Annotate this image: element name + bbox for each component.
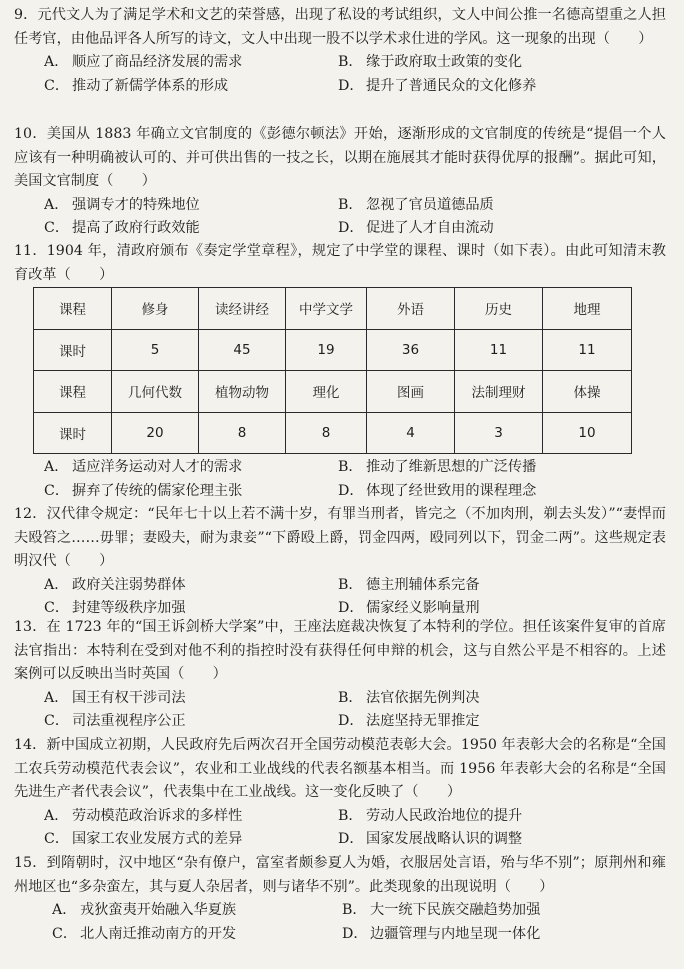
table-cell: 19: [286, 329, 367, 371]
table-cell: 20: [112, 412, 199, 454]
option-d[interactable]: D． 促进了人才自由流动: [338, 220, 494, 236]
option-b[interactable]: B． 德主刑辅体系完备: [338, 576, 480, 593]
table-cell: 图画: [367, 371, 455, 413]
question-stem: 12．汉代律令规定：“民年七十以上若不满十岁，有罪当刑者，皆完之（不加肉刑，剃去头发）”“妻悍而夫殴笞之……毋罪；妻殴夫，耐为隶妾”“下爵殴上爵，罚金四两，殴同列以下，罚金二两”。这些规定表明汉代（ ）: [14, 506, 666, 569]
option-b[interactable]: B． 大一统下民族交融趋势加强: [342, 902, 541, 918]
table-cell: 地理: [543, 288, 632, 330]
table-cell: 读经讲经: [199, 288, 286, 330]
question-stem: 9．元代文人为了满足学术和文艺的荣誉感，出现了私设的考试组织，文人中间公推一名德高望重之人担任考官，由他品评各人所写的诗文，文人中出现一股不以学术求仕进的学风。这一现象的出现（ ）: [14, 7, 666, 47]
option-c[interactable]: C． 提高了政府行政效能: [44, 220, 200, 236]
option-a[interactable]: A． 强调专才的特殊地位: [44, 196, 200, 213]
option-a[interactable]: A． 劳动模范政治诉求的多样性: [44, 807, 243, 824]
option-a[interactable]: A． 国王有权干涉司法: [44, 689, 186, 706]
question-stem: 11．1904 年，清政府颁布《奏定学堂章程》，规定了中学堂的课程、课时（如下表）。由此可知清末教育改革（ ）: [14, 243, 666, 283]
table-cell: 36: [367, 329, 455, 371]
option-b[interactable]: B． 法官依据先例判决: [338, 689, 480, 706]
option-b[interactable]: B． 劳动人民政治地位的提升: [338, 807, 523, 824]
table-cell: 植物动物: [199, 371, 286, 413]
option-d[interactable]: D． 国家发展战略认识的调整: [338, 831, 523, 847]
table-cell: 11: [543, 329, 632, 371]
question-stem: 14．新中国成立初期，人民政府先后两次召开全国劳动模范表彰大会。1950 年表彰大会的名称是“全国工农兵劳动模范代表会议”，农业和工业战线的代表名额基本相当。而 1956 年表彰大会的名称是“全国先进生产者代表会议”，代表集中在工业战线。这一变化反映了（ ）: [14, 737, 666, 800]
option-d[interactable]: D． 儒家经义影响量刑: [338, 600, 480, 616]
question-stem: 13．在 1723 年的“国王诉剑桥大学案”中，王座法庭裁决恢复了本特利的学位。担任该案件复审的首席法官指出：本特利在受到对他不利的指控时没有获得任何申辩的机会，这与自然公平是不相容的。上述案例可以反映出当时英国（ ）: [14, 619, 666, 682]
option-c[interactable]: C． 司法重视程序公正: [44, 713, 186, 729]
question-15: [14, 852, 666, 946]
option-d[interactable]: D． 边疆管理与内地呈现一体化: [342, 925, 541, 942]
table-cell: 中学文学: [286, 288, 367, 330]
question-stem: 10．美国从 1883 年确立文官制度的《彭德尔顿法》开始，逐渐形成的文官制度的传统是“提倡一个人应该有一种明确被认可的、并可供出售的一技之长，以期在施展其才能时获得优厚的报酬”。据此可知，美国文官制度（ ）: [14, 126, 666, 189]
question-11-options: [14, 456, 666, 503]
option-b[interactable]: B． 忽视了官员道德品质: [338, 196, 494, 213]
question-11: [14, 240, 666, 287]
table-cell: 课时: [34, 412, 112, 454]
table-cell: 8: [286, 412, 367, 454]
options: [52, 899, 666, 946]
table-cell: 体操: [543, 371, 632, 413]
table-cell: 5: [112, 329, 199, 371]
question-12: [14, 503, 666, 621]
option-a[interactable]: A． 政府关注弱势群体: [44, 576, 186, 593]
table-cell: 3: [455, 412, 543, 454]
table-cell: 课时: [34, 329, 112, 371]
option-d[interactable]: D． 法庭坚持无罪推定: [338, 713, 480, 729]
question-stem: 15．到隋朝时，汉中地区“杂有僚户，富室者颇参夏人为婚，衣服居处言语，殆与华不别”；原荆州和雍州地区也“多杂蛮左，其与夏人杂居者，则与诸华不别”。此类现象的出现说明（ ）: [14, 855, 666, 895]
option-a[interactable]: A． 戎狄蛮夷开始融入华夏族: [52, 902, 237, 918]
option-c[interactable]: C． 推动了新儒学体系的形成: [44, 77, 229, 94]
table-cell: 45: [199, 329, 286, 371]
option-c[interactable]: C． 国家工农业发展方式的差异: [44, 831, 243, 847]
options: [44, 51, 666, 98]
table-cell: 法制理财: [455, 371, 543, 413]
course-hours-table: [33, 287, 632, 454]
table-cell: 4: [367, 412, 455, 454]
option-b[interactable]: B． 缘于政府取士政策的变化: [338, 54, 523, 70]
option-c[interactable]: C． 封建等级秩序加强: [44, 600, 186, 616]
table-row: [34, 288, 632, 330]
table-cell: 10: [543, 412, 632, 454]
options: [44, 574, 666, 621]
option-c[interactable]: C． 摒弃了传统的儒家伦理主张: [44, 482, 243, 499]
table-row: [34, 412, 632, 454]
table-cell: 8: [199, 412, 286, 454]
table-cell: 历史: [455, 288, 543, 330]
question-9: [14, 4, 666, 98]
option-d[interactable]: D． 提升了普通民众的文化修养: [338, 77, 537, 94]
question-14: [14, 734, 666, 852]
question-10: [14, 123, 666, 241]
table-cell: 课程: [34, 371, 112, 413]
table-row: [34, 371, 632, 413]
table-cell: 课程: [34, 288, 112, 330]
options: [44, 194, 666, 241]
table-cell: 11: [455, 329, 543, 371]
table-cell: 修身: [112, 288, 199, 330]
option-b[interactable]: B． 推动了维新思想的广泛传播: [338, 459, 537, 475]
question-13: [14, 616, 666, 734]
options: [44, 456, 666, 503]
table-cell: 理化: [286, 371, 367, 413]
table-cell: 外语: [367, 288, 455, 330]
option-a[interactable]: A． 适应洋务运动对人才的需求: [44, 459, 243, 475]
options: [44, 805, 666, 852]
options: [44, 687, 666, 734]
table-cell: 几何代数: [112, 371, 199, 413]
option-d[interactable]: D． 体现了经世致用的课程理念: [338, 482, 537, 499]
option-a[interactable]: A． 顺应了商品经济发展的需求: [44, 54, 243, 70]
table-row: [34, 329, 632, 371]
option-c[interactable]: C． 北人南迁推动南方的开发: [52, 925, 237, 942]
